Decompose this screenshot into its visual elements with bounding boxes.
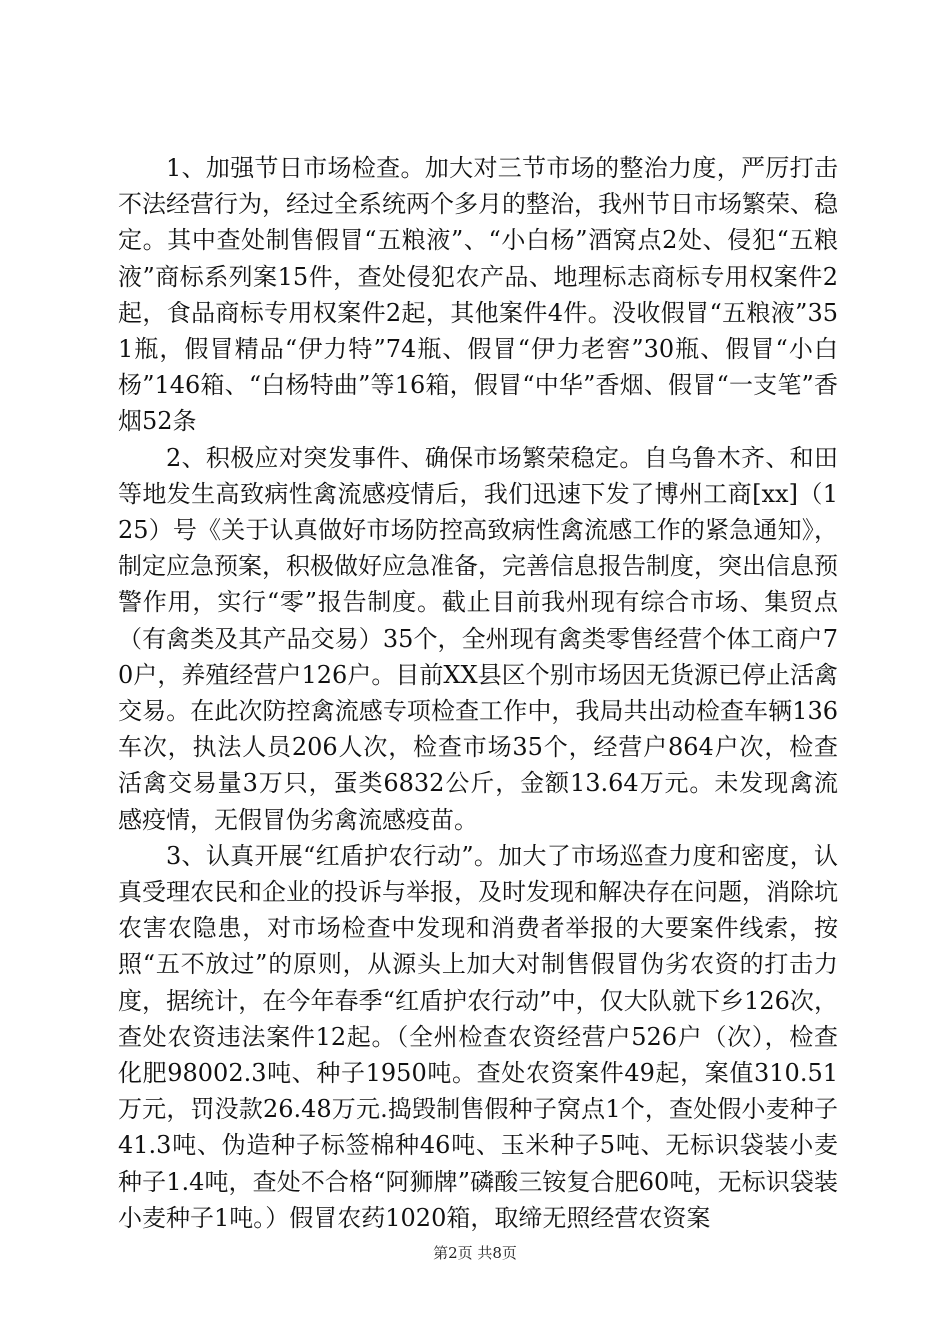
- paragraph-emergency-response: 2、积极应对突发事件、确保市场繁荣稳定。自乌鲁木齐、和田等地发生高致病性禽流感疫情后，我们迅速下发了博州工商[xx]（125）号《关于认真做好市场防控高致病性禽流感工作的紧急通知》，制定应急预案，积极做好应急准备，完善信息报告制度，突出信息预警作用，实行“零”报告制度。截止目前我州现有综合市场、集贸点（有禽类及其产品交易）35个，全州现有禽类零售经营个体工商户70户，养殖经营户126户。目前XX县区个别市场因无货源已停止活禽交易。在此次防控禽流感专项检查工作中，我局共出动检查车辆136车次，执法人员206人次，检查市场35个，经营户864户次，检查活禽交易量3万只，蛋类6832公斤，金额13.64万元。未发现禽流感疫情，无假冒伪劣禽流感疫苗。: [118, 443, 838, 834]
- paragraph-red-shield-action: 3、认真开展“红盾护农行动”。加大了市场巡查力度和密度，认真受理农民和企业的投诉与举报，及时发现和解决存在问题，消除坑农害农隐患，对市场检查中发现和消费者举报的大要案件线索，按照“五不放过”的原则，从源头上加大对制售假冒伪劣农资的打击力度，据统计，在今年春季“红盾护农行动”中，仅大队就下乡126次，查处农资违法案件12起。（全州检查农资经营户526户（次），检查化肥98002.3吨、种子1950吨。查处农资案件49起，案值310.51万元，罚没款26.48万元.捣毁制售假种子窝点1个，查处假小麦种子41.3吨、伪造种子标签棉种46吨、玉米种子5吨、无标识袋装小麦种子1.4吨，查处不合格“阿狮牌”磷酸三铵复合肥60吨，无标识袋装小麦种子1吨。）假冒农药1020箱，取缔无照经营农资案: [118, 841, 838, 1232]
- document-body: [118, 150, 838, 1236]
- paragraph-market-inspection: 1、加强节日市场检查。加大对三节市场的整治力度，严厉打击不法经营行为，经过全系统两个多月的整治，我州节日市场繁荣、稳定。其中查处制售假冒“五粮液”、“小白杨”酒窝点2处、侵犯“五粮液”商标系列案15件，查处侵犯农产品、地理标志商标专用权案件2起，食品商标专用权案件2起，其他案件4件。没收假冒“五粮液”351瓶，假冒精品“伊力特”74瓶、假冒“伊力老窖”30瓶、假冒“小白杨”146箱、“白杨特曲”等16箱，假冒“中华”香烟、假冒“一支笔”香烟52条: [118, 154, 838, 436]
- page-number-footer: 第2页 共8页: [433, 1244, 517, 1262]
